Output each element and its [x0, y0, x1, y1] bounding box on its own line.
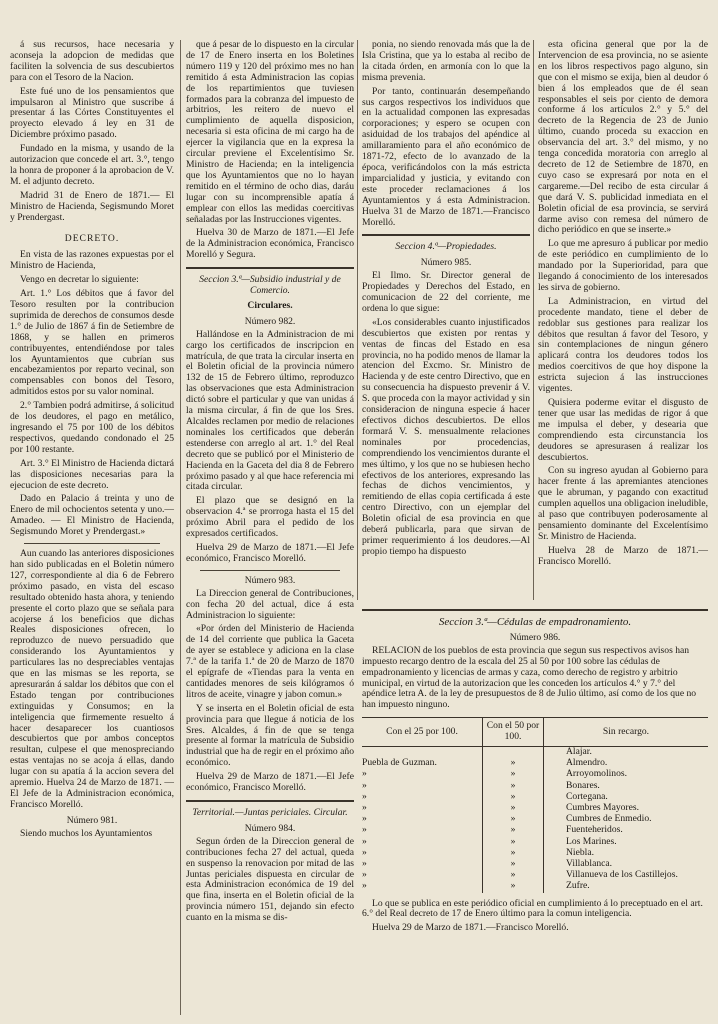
table-cell: Villablanca.: [544, 859, 709, 870]
column-2: [186, 40, 354, 927]
table-row: [362, 803, 708, 814]
divider: [362, 234, 530, 236]
table-body: [362, 747, 708, 893]
divider: [362, 609, 708, 611]
column-divider: [180, 40, 181, 1015]
paragraph: Dado en Palacio á treinta y uno de Enero de mil ochocientos setenta y uno.—Amadeo. — El Ministro de Hacienda, Segismundo Moret y Prendergast.»: [10, 493, 174, 538]
notice-number: Número 986.: [509, 631, 561, 643]
paragraph: La Direccion general de Contribuciones, con fecha 20 del actual, dice á esta Administracion lo siguiente:: [186, 587, 354, 621]
signature: Huelva 28 de Marzo de 1871.— Francisco Morelló.: [538, 544, 708, 567]
table-cell: »: [483, 825, 544, 836]
table-row: [362, 837, 708, 848]
table-cell: »: [362, 880, 367, 892]
signature: Huelva 30 de Marzo de 1871.—El Jefe de la Administracion económica, Francisco Morelló y Segura.: [186, 227, 354, 261]
table-cell: Fuenteheridos.: [544, 825, 709, 836]
table-cell: Cumbres Mayores.: [544, 803, 709, 814]
table-cell: »: [483, 758, 544, 769]
paragraph: Con su ingreso ayudan al Gobierno para hacer frente á las apremiantes atenciones que le abruman, y pagando con exactitud cumplen aquellos una obligacion ineludible, al paso que contribuyen poderosamente al pensamiento dominante del Excelentísimo Sr. Ministro de Hacienda.: [538, 465, 708, 542]
paragraph: Quisiera poderme evitar el disgusto de tener que usar las medidas de rigor á que me impulsa el deber, y desearia que comprendiendo esta circunstancia los deudores se apresurasen á realizar los descubiertos.: [538, 397, 708, 463]
table-cell: »: [362, 835, 367, 847]
table-cell: »: [483, 870, 544, 881]
paragraph: El Ilmo. Sr. Director general de Propiedades y Derechos del Estado, en comunicacion de 22 del corriente, me ordena lo que sigue:: [362, 270, 530, 314]
paragraph: «Por órden del Ministerio de Hacienda de 14 del corriente que publica la Gaceta de ayer se establece y adiciona en la clase 7.ª de la tarifa 1.ª de 20 de Marzo de 1870 el epígrafe de «Tiendas para la venta en cantidades menores de seis kilógramos ó litros de aceite, vinagre y jabon comun.»: [186, 623, 354, 700]
table-cell: »: [483, 803, 544, 814]
paragraph: El plazo que se designó en la observacion 4.ª se prorroga hasta el 15 del próximo Abril para el pedido de los expresados certificados.: [186, 495, 354, 540]
paragraph: ponia, no siendo renovada más que la de Isla Cristina, que ya lo estaba al recibo de la citada órden, en armonía con lo que la misma prevenia.: [362, 39, 530, 83]
table-cell: Niebla.: [544, 848, 709, 859]
table-cell: »: [362, 846, 367, 858]
table-row: [362, 870, 708, 881]
table-cell: »: [483, 792, 544, 803]
article: 2.° Tambien podrá admitirse, á solicitud de los deudores, el pago en metálico, ingresando el 75 por 100 de los débitos respectivos, quedando condonado el 25 por 100 restante.: [10, 400, 174, 455]
recargo-table: [362, 717, 708, 892]
notice-number: Número 983.: [244, 574, 296, 586]
section-heading: DECRETO.: [64, 232, 120, 244]
paragraph: Lo que se publica en este periódico oficial en cumplimiento á lo preceptuado en el art. 6.° del Real decreto de 17 de Enero último para la comun inteligencia.: [362, 897, 703, 920]
divider: [200, 570, 340, 571]
section-heading: Seccion 3.ª—Subsidio industrial y de Comercio.: [199, 274, 341, 297]
divider: [186, 267, 354, 269]
table-cell: Cumbres de Enmedio.: [544, 814, 709, 825]
column-1: [10, 40, 174, 843]
table-cell: Alajar.: [544, 747, 709, 759]
table-header-row: [362, 718, 708, 747]
signature: Huelva 29 de Marzo de 1871.—El Jefe económico, Francisco Morelló.: [186, 771, 354, 794]
paragraph: que á pesar de lo dispuesto en la circular de 17 de Enero inserta en los Boletines número 119 y 120 del próximo mes no han remitido á esta Administracion las copias de los repartimientos que tuviesen formados para la cobranza del impuesto de arbitrios, les reitero de nuevo el cumplimiento de aquella disposicion, necesaria si esta oficina de mi cargo ha de ejercer la vigilancia que en la expresa la circular previene el Excelentísimo Sr. Ministro de Hacienda; en la inteligencia que los Ayuntamientos que no lo hayan remitido en el término de ocho dias, daráu lugar con su incomprensible apatía á emplear con ellos las medidas coercitivas señaladas por las Instrucciones vigentes.: [186, 39, 354, 225]
column-divider: [533, 40, 534, 600]
table-cell: »: [362, 779, 367, 791]
table-cell: »: [483, 848, 544, 859]
section-heading: Seccion 3.ª—Cédulas de empadronamiento.: [438, 616, 632, 628]
section-heading: Territorial.—Juntas periciales. Circular.: [192, 807, 348, 818]
table-row: [362, 881, 708, 892]
paragraph: Aun cuando las anteriores disposiciones han sido publicadas en el Boletin número 127, correspondiente al dia 6 de Febrero próximo pasado, en vista del escaso resultado obtenido hasta ahora, y teniendo presente el corto plazo que se señala para acojerse á los beneficios que dichas Reales disposiciones ofrecen, lo reproduzco de nuevo persuadido que considerando los Ayuntamientos y particulares las no despreciables ventajas que en las mismas se les reporta, se apresurarán á saldar los débitos que con el Estado tengan por contribuciones extinguidas y Consumos; en la inteligencia que firmemente resuelto á hacer desaparecer los cuantiosos descubiertos que por ambos conceptos resultan, culpese el que menospreciando estas ventajas no se acoja á ellas, dando lugar con su apatía á la accion severa del apremio. Huelva 24 de Marzo de 1871. — El Jefe de la Administracion económica, Francisco Morelló.: [10, 548, 174, 810]
paragraph: Por tanto, continuarán desempeñando sus cargos respectivos los individuos que en la actualidad componen las expresadas corporaciones; y espero se ocupen con asiduidad de los trabajos del apéndice al amillaramiento para el año económico de 1871-72, efecto de lo avanzado de la época, verificándolos con la más estricta imparcialidad y justicia, y evitando con este proceder reclamaciones á los Ayuntamientos y á esta Administracion. Huelva 31 de Marzo de 1871.—Francisco Morelló.: [362, 85, 530, 228]
article: Art. 1.° Los débitos que á favor del Tesoro resulten por la contribucion suprimida de derechos de consumos desde 1.° de Julio de 1867 á fin de Setiembre de 1868, y se hallen en primeros contribuyentes, entendiéndose por tales los Ayuntamientos que cubrían sus encabezamientos por reparto vecinal, son compensables con bonos del Tesoro, admitidos estos por su valor nominal.: [10, 288, 174, 398]
article: Art. 3.° El Ministro de Hacienda dictará las disposiciones necesarias para la ejecucion de este decreto.: [10, 457, 174, 491]
table-cell: Villanueva de los Castillejos.: [544, 870, 709, 881]
column-divider: [357, 40, 358, 600]
table-cell: »: [362, 813, 367, 825]
table-cell: Cortegana.: [544, 792, 709, 803]
table-cell: Los Marines.: [544, 837, 709, 848]
table-cell: »: [362, 790, 367, 802]
table-row: [362, 792, 708, 803]
paragraph: «Los considerables cuanto injustificados descubiertos que existen por rentas y ventas de fincas del Estado en esa provincia, no ha podido menos de llamar la atencion del Excmo. Sr. Ministro de Hacienda y de este centro Directivo, que en su consecuencia ha dispuesto prevenir á V. S. que proceda con la mayor actividad y sin consideracion de ninguna especie á hacer efectivos dichos descubiertos. De ellos formará V. S. mensualmente relaciones nominales por procedencias, comprendiendo los vencimientos durante el mes último, y los que no se hubiesen hecho efectivos de los anteriores, expresando las fechas de dichos vencimientos, y remitiendo de ellas copia certificada á este centro Directivo, con un ejemplar del Boletin oficial de esa provincia en que deberá publicarla, para que sirvan de primer requerimiento á los deudores.—Al propio tiempo ha dispuesto: [362, 316, 530, 557]
column-3: [362, 40, 530, 561]
paragraph: Hallándose en la Administracion de mi cargo los certificados de inscripcion en matrícula, de que trata la circular inserta en el Boletin oficial de la provincia número 132 de 15 de Febrero último, reproduzco las observaciones que esta Administracion dictó sobre el particular y que van unidas á la misma circular, á fin de que los Sres. Alcaldes reclamen por medio de relaciones nominales los certificados que deberán estenderse con arreglo al art. 1.° del Real decreto que se publicó por el Ministerio de Hacienda en la Gaceta del dia 8 de Febrero próximo pasado y al que hace referencia mi citada circular.: [186, 328, 354, 493]
cedulas-section: [362, 603, 708, 937]
column-header: Con el 50 por 100.: [483, 718, 544, 747]
paragraph: esta oficina general que por la de Intervencion de esa provincia, no se asiente en los libros respectivos pago alguno, sin que con el mismo se exija, bien al deudor ó bien á los empleados que de él sean responsables el seis por ciento de demora conforme á los artículos 2.° y 5.° del decreto de la Regencia de 23 de Junio último, cuando proceda su exaccion en observancia del art. 3.° del mismo, y no tenga concedida moratoria con arreglo al decreto de 12 de Setiembre de 1870, en cuyo caso se expresará por nota en el cargareme.—Del recibo de esta circular á que dará V. S. publicidad inmediata en el Boletin oficial de esa provincia, se servirá darme aviso con remesa del número de dicho periódico en que se inserte.»: [538, 39, 708, 236]
notice-number: Número 982.: [244, 315, 296, 327]
table-row: [362, 758, 708, 769]
table-cell: »: [483, 781, 544, 792]
table-cell: »: [483, 881, 544, 892]
subheading: Circulares.: [247, 299, 293, 311]
column-header: Sin recargo.: [544, 718, 709, 747]
paragraph: Este fué uno de los pensamientos que impulsaron al Ministro que suscribe á presentar á las Córtes Constituyentes el proyecto elevado á ley en 31 de Diciembre próximo pasado.: [10, 85, 174, 141]
table-row: [362, 814, 708, 825]
table-cell: Almendro.: [544, 758, 709, 769]
paragraph: Vengo en decretar lo siguiente:: [20, 274, 139, 286]
paragraph: Fundado en la misma, y usando de la autorizacion que concede el art. 3.°, tengo la honra de proponer á la aprobacion de V. M. el adjunto decreto.: [10, 143, 174, 187]
table-cell: »: [483, 859, 544, 870]
table-row: [362, 825, 708, 836]
table-cell: »: [362, 768, 367, 780]
table-cell: Bonares.: [544, 781, 709, 792]
divider: [24, 543, 160, 544]
table-cell: »: [483, 814, 544, 825]
notice-number: Número 985.: [420, 257, 472, 269]
table-cell: »: [362, 869, 367, 881]
table-cell: »: [362, 857, 367, 869]
table-cell: »: [362, 802, 367, 813]
paragraph: RELACION de los pueblos de esta provincia que segun sus respectivos avisos han impuesto recargo dentro de la escala del 25 al 50 por 100 sobre las cédulas de empadronamiento y licencias de armas y caza, como derecho de registro y arbitrio municipal, en virtud de la autorizacion que les conceden los artículos 4.° y 7.° del apéndice letra A. de la ley de presupuestos de 8 de Julio último, así como de los que no han impuesto ninguno.: [362, 644, 697, 711]
paragraph: La Administracion, en virtud del procedente mandato, tiene el deber de redoblar sus gestiones para realizar los débitos que resultan á favor del Tesoro, y sin contemplaciones de ningun género aplicará contra los deudores todos los medios coercitivos de que hoy dispone la estricta sujecion á las instrucciones vigentes.: [538, 295, 708, 395]
section-heading: Seccion 4.ª—Propiedades.: [395, 241, 497, 253]
table-cell: Arroyomolinos.: [544, 769, 709, 780]
notice-number: Número 981.: [66, 814, 118, 826]
table-row: [362, 781, 708, 792]
table-cell: Zufre.: [544, 881, 709, 892]
paragraph: En vista de las razones expuestas por el Ministro de Hacienda,: [10, 249, 174, 272]
table-cell: »: [483, 769, 544, 780]
table-cell: »: [483, 837, 544, 848]
table-cell: »: [362, 824, 367, 836]
table-row: [362, 848, 708, 859]
signature: Huelva 29 de Marzo de 1871.—Francisco Morelló.: [372, 922, 569, 934]
column-4: [538, 40, 708, 571]
column-header: Con el 25 por 100.: [362, 718, 483, 747]
notice-number: Número 984.: [244, 822, 296, 834]
paragraph: Lo que me apresuro á publicar por medio de este periódico en cumplimiento de lo mandado por la Superioridad, para que llegando á conocimiento de los interesados les sirva de gobierno.: [538, 238, 708, 293]
signature: Huelva 29 de Marzo de 1871.—El Jefe económico, Francisco Morelló.: [186, 541, 354, 564]
table-cell: Puebla de Guzman.: [362, 757, 437, 769]
paragraph: Siendo muchos los Ayuntamientos: [20, 827, 153, 839]
table-row: [362, 769, 708, 780]
paragraph: á sus recursos, hace necesaria y aconseja la adopcion de medidas que faciliten la solvencia de sus descubiertos para con el Tesoro de la Nacion.: [10, 39, 174, 83]
paragraph: Segun órden de la Direccion general de contribuciones fecha 27 del actual, queda en suspenso la renovacion por mitad de las Juntas periciales dispuesta en circular de esta Administracion económica de 19 del que fina, inserta en el Boletin oficial de la provincia número 151, dejando sin efecto cuanto en la misma se dis-: [186, 835, 354, 924]
divider: [186, 800, 354, 802]
paragraph: Y se inserta en el Boletin oficial de esta provincia para que llegue á noticia de los Sres. Alcaldes, á fin de que se tenga presente al formar la matrícula de Subsidio industrial que ha de regir en el próximo año económico.: [186, 702, 354, 769]
signature: Madrid 31 de Enero de 1871.— El Ministro de Hacienda, Segismundo Moret y Prendergast.: [10, 189, 174, 223]
